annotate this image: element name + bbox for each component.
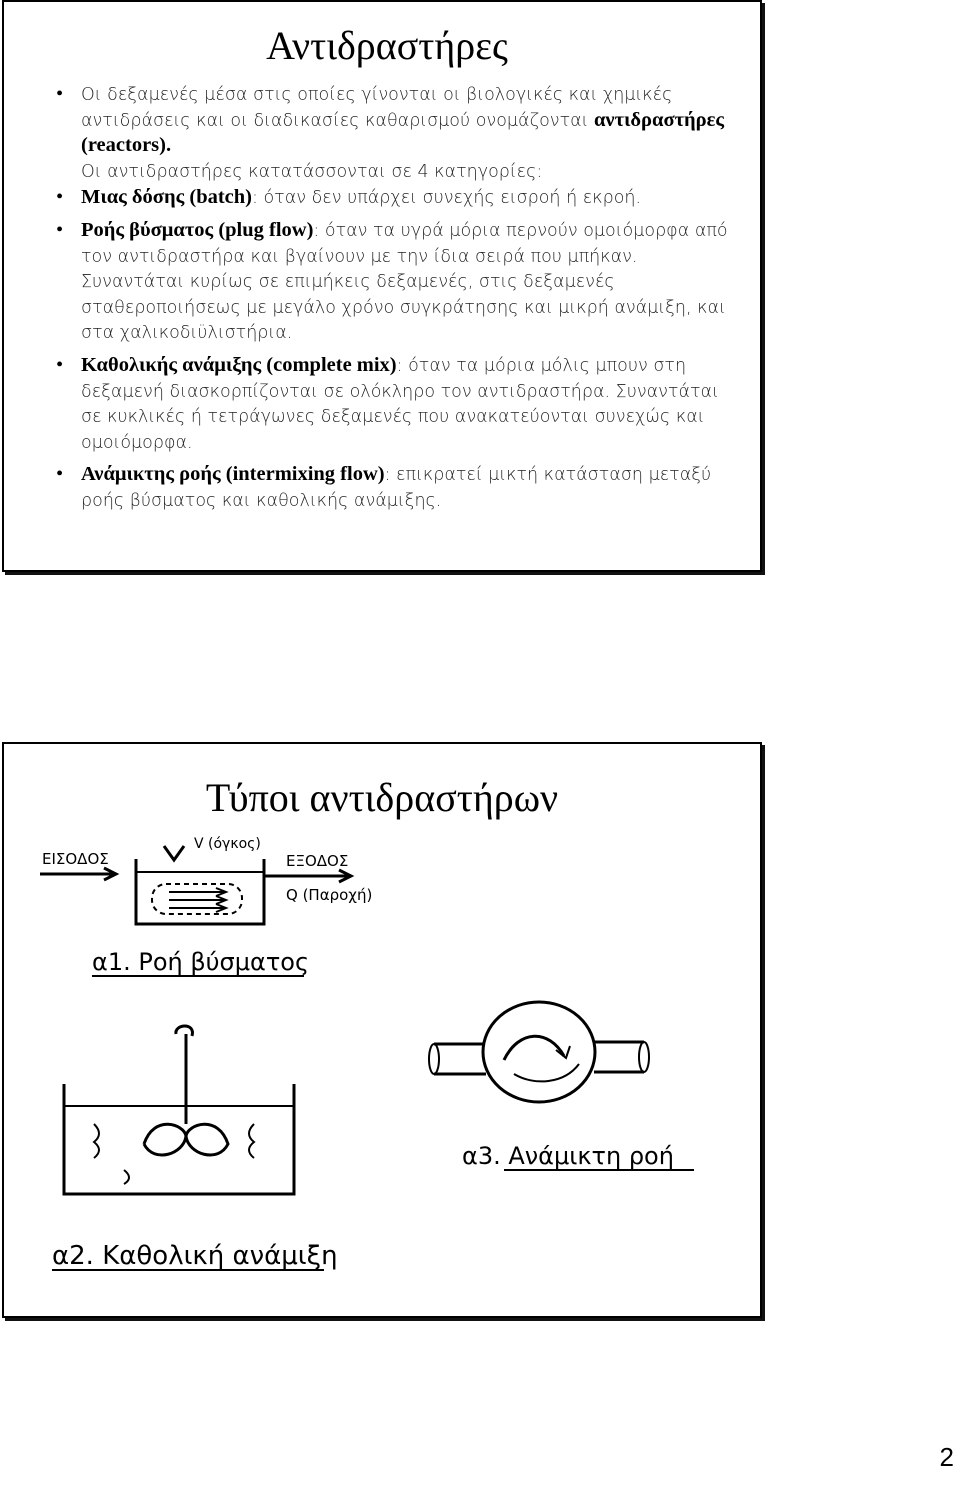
slide-title: Αντιδραστήρες: [266, 23, 508, 68]
bullet-item: [56, 159, 736, 185]
plug-flow-diagram: [40, 836, 372, 976]
slide-title: Τύποι αντιδραστήρων: [205, 775, 559, 820]
volume-label: V (όγκος): [194, 836, 261, 852]
slide-reactor-types: [2, 742, 762, 1318]
intermixing-diagram: [429, 1002, 694, 1170]
bullet-term: Καθολικής ανάμιξης (complete mix): [81, 353, 397, 376]
intermixing-caption: α3. Ανάμικτη ροή: [462, 1142, 674, 1170]
plug-flow-caption: α1. Ροή βύσματος: [92, 948, 310, 976]
slide-reactors: [2, 0, 762, 572]
bullet-text: : επικρατεί μικτή κατάσταση μεταξύ ροής βύσματος και καθολικής ανάμιξης.: [81, 465, 712, 511]
bullet-text: : όταν τα υγρά μόρια περνούν ομοιόμορφα από τον αντιδραστήρα και βγαίνουν με την ίδια σειρά που μπήκαν. Συναντάται κυρίως σε επιμήκεις δεξαμενές, στις δεξαμενές σταθεροποιήσεως με μεγάλο χρόνο συγκράτησης και μικρή ανάμιξη, και στα χαλικοδιϋλιστήρια.: [81, 220, 728, 344]
outlet-label: ΕΞΟΔΟΣ: [286, 852, 349, 870]
bullet-item: • Ροής βύσματος (plug flow): όταν τα υγρά μόρια περνούν ομοιόμορφα από τον αντιδραστήρα και βγαίνουν με την ίδια σειρά που μπήκαν. Συναντάται κυρίως σε επιμήκεις δεξαμενές, στις δεξαμενές σταθεροποιήσεως με μεγάλο χρόνο συγκράτησης και μικρή ανάμιξη, και στα χαλικοδιϋλιστήρια.: [56, 218, 728, 344]
bullet-text: Οι δεξαμενές μέσα στις οποίες γίνονται οι βιολογικές και χημικές αντιδράσεις και οι διαδικασίες καθαρισμού ονομάζονται: [81, 85, 673, 131]
bullet-term: Ροής βύσματος (plug flow): [81, 218, 314, 241]
bullet-text: : όταν τα μόρια μόλις μπουν στη δεξαμενή διασκορπίζονται σε ολόκληρο τον αντιδραστήρα. Συναντάται σε κυκλικές ή τετράγωνες δεξαμενές που ανακατεύονται συνεχώς και ομοιόμορφα.: [81, 355, 719, 453]
bullet-term: αντιδραστήρες (reactors).: [81, 108, 725, 157]
bullet-term: Ανάμικτης ροής (intermixing flow): [81, 463, 385, 486]
reactor-types-diagram: [4, 824, 760, 1304]
bullet-list: [56, 82, 736, 521]
bullet-item: • Μιας δόσης (batch): όταν δεν υπάρχει συνεχής εισροή ή εκροή.: [56, 186, 642, 209]
page-number: 2: [939, 1442, 954, 1472]
flow-label: Q (Παροχή): [286, 886, 373, 904]
bullet-item: • Οι δεξαμενές μέσα στις οποίες γίνονται οι βιολογικές και χημικές αντιδράσεις και οι διαδικασίες καθαρισμού ονομάζονται αντιδραστήρες (reactors).: [56, 83, 725, 157]
complete-mix-caption: α2. Καθολική ανάμιξη: [52, 1241, 338, 1271]
bullet-item: • Ανάμικτης ροής (intermixing flow): επικρατεί μικτή κατάσταση μεταξύ ροής βύσματος και καθολικής ανάμιξης.: [56, 463, 712, 511]
inlet-label: ΕΙΣΟΔΟΣ: [42, 850, 109, 868]
complete-mix-diagram: [52, 1026, 338, 1271]
bullet-text: Οι αντιδραστήρες κατατάσσονται σε 4 κατηγορίες:: [81, 161, 543, 182]
bullet-term: Μιας δόσης (batch): [81, 186, 253, 209]
bullet-text: : όταν δεν υπάρχει συνεχής εισροή ή εκροή.: [252, 188, 642, 209]
bullet-item: • Καθολικής ανάμιξης (complete mix): όταν τα μόρια μόλις μπουν στη δεξαμενή διασκορπίζονται σε ολόκληρο τον αντιδραστήρα. Συναντάται σε κυκλικές ή τετράγωνες δεξαμενές που ανακατεύονται συνεχώς και ομοιόμορφα.: [56, 353, 719, 453]
